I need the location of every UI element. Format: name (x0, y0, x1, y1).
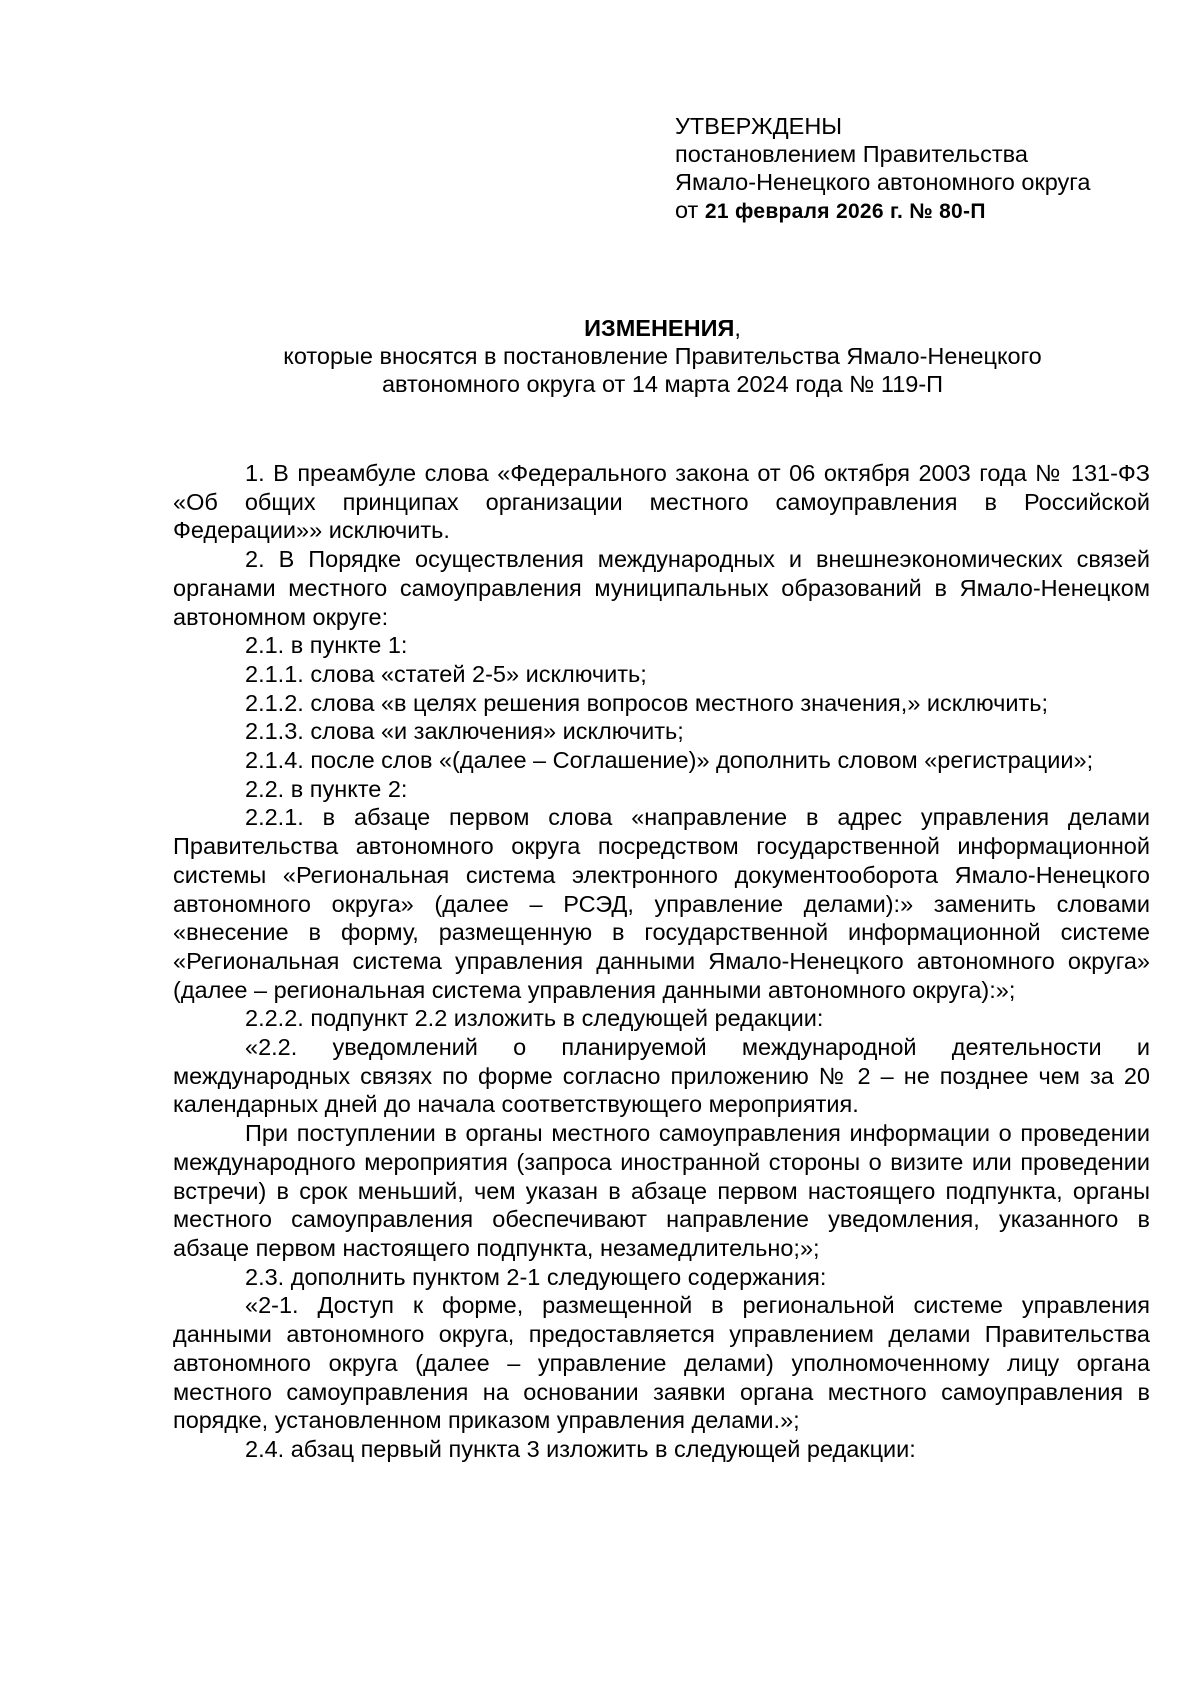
paragraph-quoted-2-2-second: При поступлении в органы местного самоуправления информации о проведении международного мероприятия (запроса иностранной стороны о визите или проведении встречи) в срок меньший, чем указан в абзаце первом настоящего подпункта, органы местного самоуправления обеспечивают направление уведомления, указанного в абзаце первом настоящего подпункта, незамедлительно;»; (173, 1120, 1150, 1261)
paragraph-1: 1. В преамбуле слова «Федерального закона от 06 октября 2003 года № 131-ФЗ «Об общих принципах организации местного самоуправления в Российской Федерации»» исключить. (173, 460, 1150, 544)
paragraph-2-4: 2.4. абзац первый пункта 3 изложить в следующей редакции: (245, 1435, 916, 1462)
heading-title-suffix: , (734, 315, 741, 341)
approval-line-2: Ямало-Ненецкого автономного округа (675, 169, 1091, 195)
approval-date-line (675, 196, 1155, 226)
heading-title: ИЗМЕНЕНИЯ (584, 315, 735, 341)
paragraph-2: 2. В Порядке осуществления международных и внешнеэкономических связей органами местного самоуправления муниципальных образований в Ямало-Ненецком автономном округе: (173, 546, 1150, 630)
paragraph-2-2-1: 2.2.1. в абзаце первом слова «направление в адрес управления делами Правительства автономного округа посредством государственной информационной системы «Региональная система электронного документооборота Ямало-Ненецкого автономного округа» (далее – РСЭД, управление делами):» заменить словами «внесение в форму, размещенную в государственной информационной системе «Региональная система управления данными Ямало-Ненецкого автономного округа» (далее – региональная система управления данными автономного округа):»; (173, 804, 1150, 1003)
document-heading (175, 314, 1150, 398)
paragraph-2-1-4: 2.1.4. после слов «(далее – Соглашение)» дополнить словом «регистрации»; (245, 747, 1094, 774)
paragraph-2-2: 2.2. в пункте 2: (245, 775, 408, 802)
paragraph-2-1-1: 2.1.1. слова «статей 2-5» исключить; (245, 660, 647, 687)
paragraph-quoted-2-2: «2.2. уведомлений о планируемой международной деятельности и международных связях по форме согласно приложению № 2 – не позднее чем за 20 календарных дней до начала соответствующего мероприятия. (173, 1034, 1150, 1118)
paragraph-2-1-3: 2.1.3. слова «и заключения» исключить; (245, 718, 684, 745)
paragraph-2-1: 2.1. в пункте 1: (245, 632, 408, 659)
approval-title: УТВЕРЖДЕНЫ (675, 113, 843, 139)
heading-title-line (175, 314, 1150, 342)
approval-stamp (675, 112, 1155, 226)
paragraph-2-1-2: 2.1.2. слова «в целях решения вопросов местного значения,» исключить; (245, 689, 1049, 716)
paragraph-quoted-2-1: «2-1. Доступ к форме, размещенной в региональной системе управления данными автономного округа, предоставляется управлением делами Правительства автономного округа (далее – управление делами) уполномоченному лицу органа местного самоуправления на основании заявки органа местного самоуправления в порядке, установленном приказом управления делами.»; (173, 1292, 1150, 1434)
heading-subtitle-line-1: которые вносятся в постановление Правительства Ямало-Ненецкого (283, 343, 1042, 369)
paragraph-2-3: 2.3. дополнить пунктом 2-1 следующего содержания: (245, 1263, 827, 1290)
document-body (173, 459, 1150, 1464)
paragraph-2-2-2: 2.2.2. подпункт 2.2 изложить в следующей редакции: (245, 1005, 824, 1032)
approval-date-prefix: от (675, 197, 705, 223)
heading-subtitle-line-2: автономного округа от 14 марта 2024 года № 119-П (381, 371, 944, 397)
approval-line-1: постановлением Правительства (675, 141, 1028, 167)
approval-date-number: 21 февраля 2026 г. № 80-П (704, 200, 986, 223)
